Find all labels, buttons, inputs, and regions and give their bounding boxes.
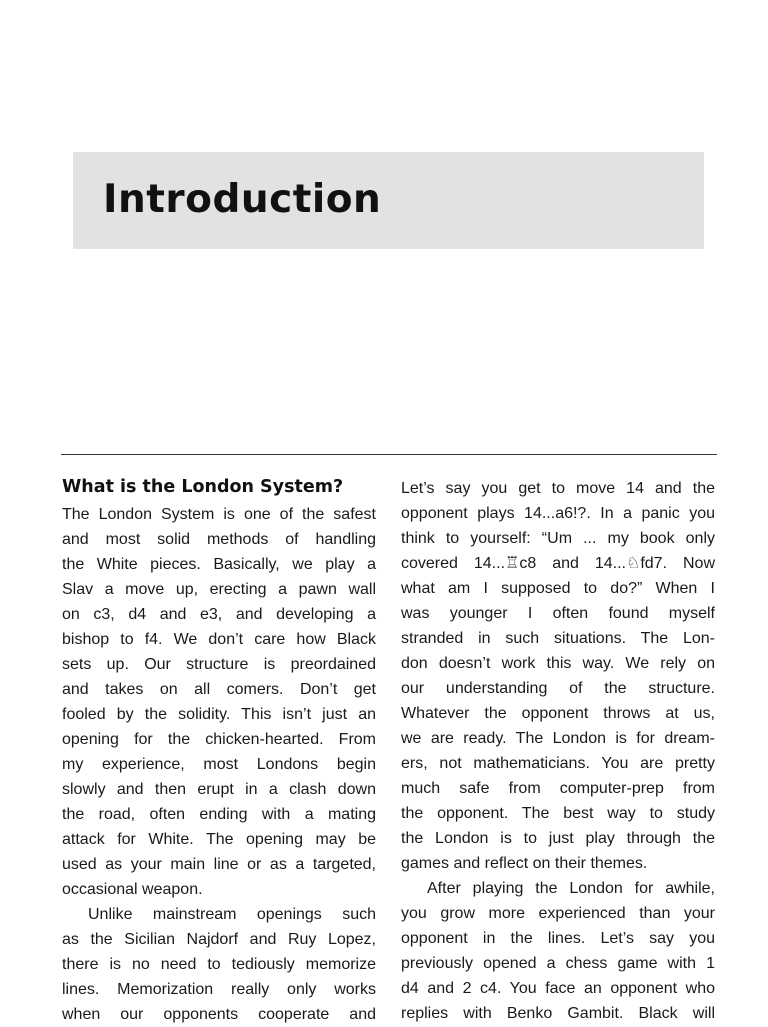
text-line: lines. Memorization really only works [62,981,376,998]
text-line: there is no need to tediously memorize [62,956,376,973]
text-line: replies with Benko Gambit. Black will [401,1005,715,1022]
text-line: on c3, d4 and e3, and developing a [62,606,376,623]
text-line: covered 14...♖c8 and 14...♘fd7. Now [401,555,715,572]
left-paragraph-1 [62,502,376,902]
text-line: our understanding of the structure. [401,680,715,697]
text-line: d4 and 2 c4. You face an opponent who [401,980,715,997]
text-line: and takes on all comers. Don’t get [62,681,376,698]
right-paragraph-1 [401,476,715,876]
text-line: the London is to just play through the [401,830,715,847]
text-line: Slav a move up, erecting a pawn wall [62,581,376,598]
text-line: think to yourself: “Um ... my book only [401,530,715,547]
text-line: opening for the chicken-hearted. From [62,731,376,748]
text-line: the road, often ending with a mating [62,806,376,823]
text-line: we are ready. The London is for dream- [401,730,715,747]
right-column [401,473,715,1026]
text-line: used as your main line or as a targeted, [62,856,376,873]
text-line: sets up. Our structure is preordained [62,656,376,673]
text-line: when our opponents cooperate and [62,1006,376,1023]
text-line: you grow more experienced than your [401,905,715,922]
divider [61,454,717,455]
chapter-banner [73,152,704,249]
right-paragraph-2 [401,876,715,1026]
text-line: as the Sicilian Najdorf and Ruy Lopez, [62,931,376,948]
text-line: the White pieces. Basically, we play a [62,556,376,573]
text-line: games and reflect on their themes. [401,855,648,872]
text-line: attack for White. The opening may be [62,831,376,848]
text-line: opponent plays 14...a6!?. In a panic you [401,505,715,522]
text-line: was younger I often found myself [401,605,715,622]
text-line: previously opened a chess game with 1 [401,955,715,972]
text-line: After playing the London for awhile, [427,880,715,897]
text-line: The London System is one of the safest [62,506,376,523]
text-line: the opponent. The best way to study [401,805,715,822]
text-line: Let’s say you get to move 14 and the [401,480,715,497]
text-line: Whatever the opponent throws at us, [401,705,715,722]
text-line: slowly and then erupt in a clash down [62,781,376,798]
text-line: bishop to f4. We don’t care how Black [62,631,376,648]
left-paragraph-2 [62,902,376,1027]
section-heading: What is the London System? [62,477,344,497]
text-line: my experience, most Londons begin [62,756,376,773]
text-line: occasional weapon. [62,881,203,898]
text-line: stranded in such situations. The Lon- [401,630,715,647]
chapter-title: Introduction [103,177,382,222]
left-column [62,473,376,1027]
text-line: ers, not mathematicians. You are pretty [401,755,715,772]
text-line: don doesn’t work this way. We rely on [401,655,715,672]
text-line: what am I supposed to do?” When I [401,580,715,597]
text-line: and most solid methods of handling [62,531,376,548]
text-line: much safe from computer-prep from [401,780,715,797]
text-line: Unlike mainstream openings such [88,906,376,923]
text-line: fooled by the solidity. This isn’t just an [62,706,376,723]
text-line: opponent in the lines. Let’s say you [401,930,715,947]
